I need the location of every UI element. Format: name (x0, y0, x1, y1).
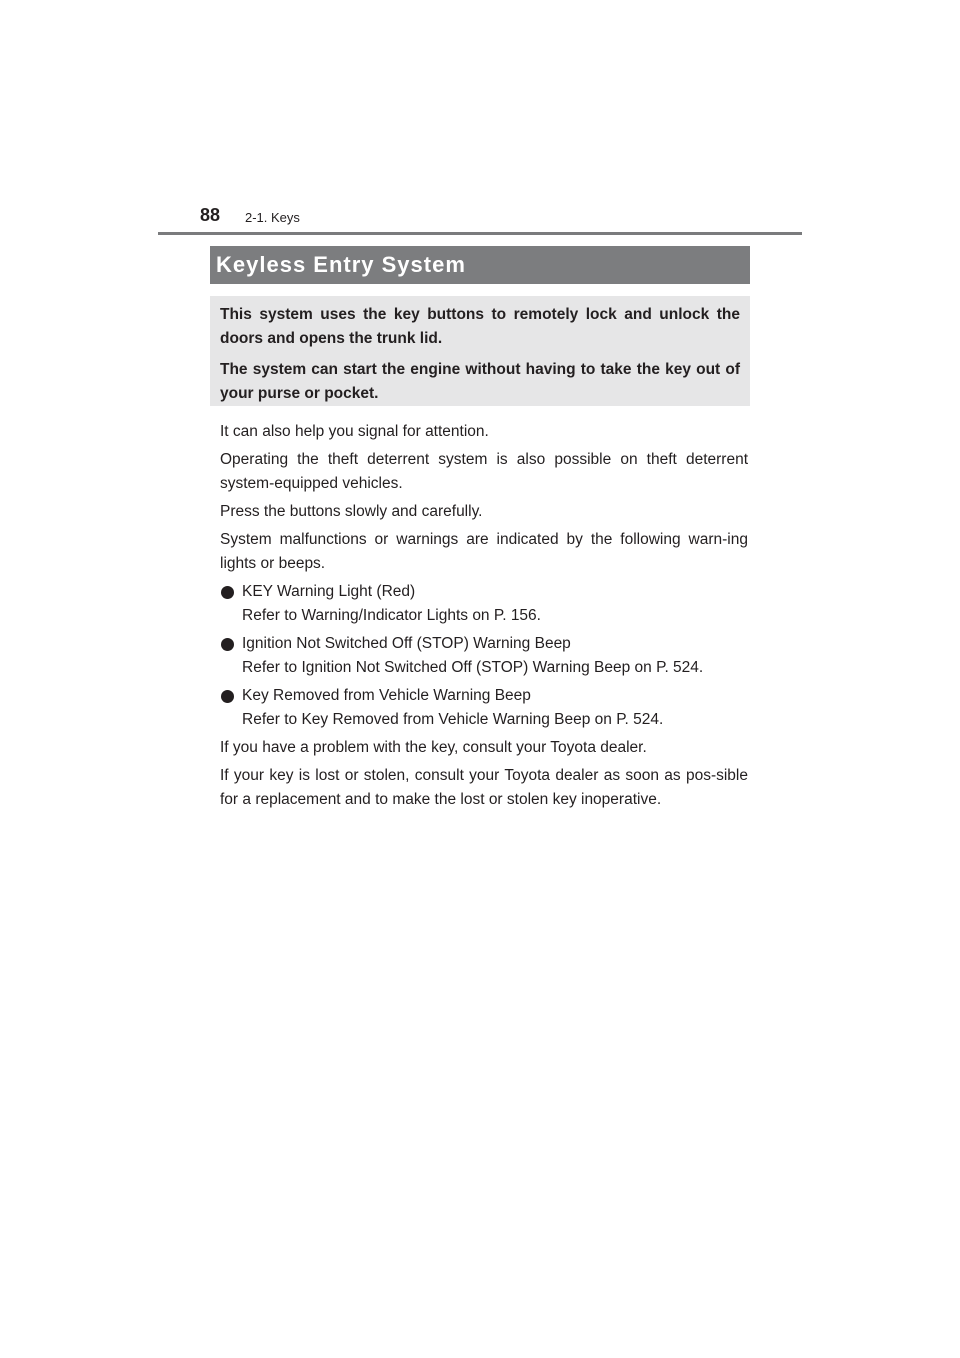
title-bar (210, 246, 750, 284)
intro-paragraph: The system can start the engine without having to take the key out of your purse or pocket. (220, 361, 740, 402)
body-content (220, 420, 748, 816)
paragraph: Press the buttons slowly and carefully. (220, 503, 483, 520)
bullet-item (220, 684, 748, 732)
page-title: Keyless Entry System (216, 252, 466, 277)
paragraph: It can also help you signal for attention. (220, 423, 489, 440)
page-reference: Refer to Ignition Not Switched Off (STOP) Warning Beep on P. 524. (242, 659, 704, 676)
bullet-title: Ignition Not Switched Off (STOP) Warning Beep (242, 635, 571, 652)
page-reference: Refer to Warning/Indicator Lights on P. 156. (242, 607, 541, 624)
paragraph: If your key is lost or stolen, consult your Toyota dealer as soon as pos-sible for a replacement and to make the lost or stolen key inoperative. (220, 767, 748, 808)
bullet-item (220, 580, 748, 628)
paragraph: If you have a problem with the key, consult your Toyota dealer. (220, 739, 647, 756)
bullet-title: KEY Warning Light (Red) (242, 583, 416, 600)
bullet-title: Key Removed from Vehicle Warning Beep (242, 687, 531, 704)
section-label: 2-1. Keys (245, 210, 300, 225)
intro-paragraph: This system uses the key buttons to remotely lock and unlock the doors and opens the trunk lid. (220, 306, 740, 347)
paragraph: System malfunctions or warnings are indicated by the following warn-ing lights or beeps. (220, 531, 748, 572)
bullet-item (220, 632, 748, 680)
paragraph: Operating the theft deterrent system is also possible on theft deterrent system-equipped vehicles. (220, 451, 748, 492)
bullet-dot-icon (221, 638, 234, 651)
bullet-dot-icon (221, 690, 234, 703)
intro-box (210, 296, 750, 406)
header-rule (158, 232, 802, 235)
bullet-dot-icon (221, 586, 234, 599)
page-reference: Refer to Key Removed from Vehicle Warning Beep on P. 524. (242, 711, 664, 728)
page-number: 88 (200, 205, 221, 225)
